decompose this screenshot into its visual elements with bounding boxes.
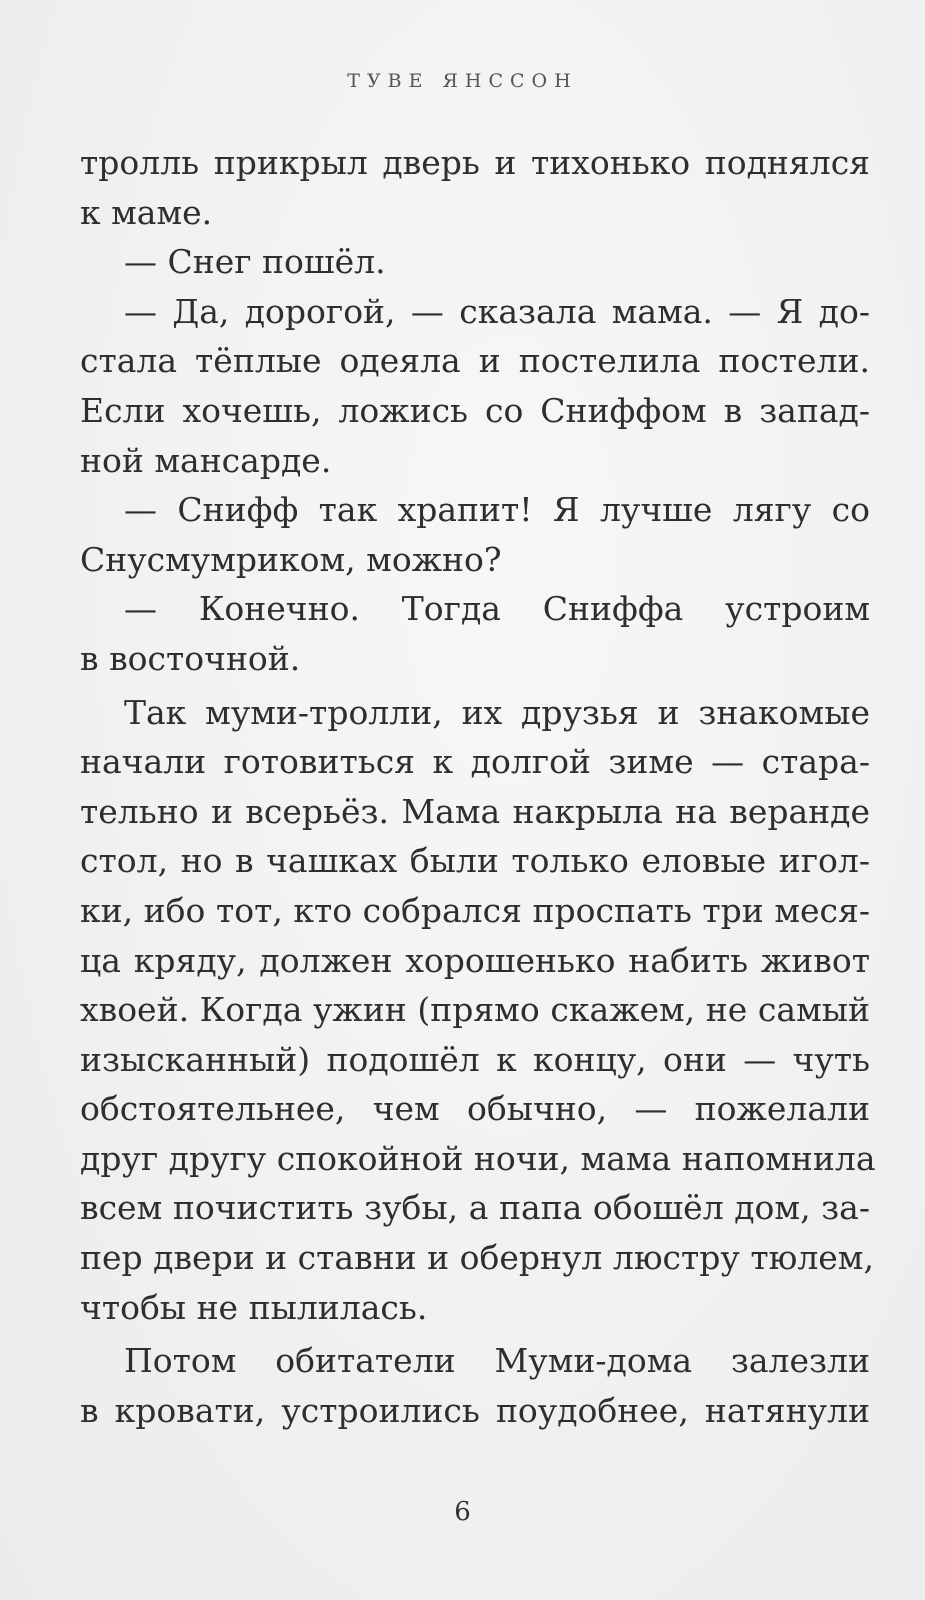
text-line: Потом обитатели Муми-дома залезли <box>124 1341 870 1381</box>
text-line: друг другу спокойной ночи, мама напомнила <box>80 1138 876 1178</box>
text-line: тролль прикрыл дверь и тихонько поднялся <box>80 143 870 182</box>
text-line: в восточной. <box>80 638 301 678</box>
text-line: — Да, дорогой, — сказала мама. — Я до- <box>124 291 870 331</box>
text-line: всем почистить зубы, а папа обошёл дом, за- <box>80 1188 870 1228</box>
text-line: — Конечно. Тогда Сниффа устроим <box>124 589 870 629</box>
text-line: ной мансарде. <box>80 440 332 480</box>
text-line: Если хочешь, ложись со Сниффом в запад- <box>80 390 870 430</box>
text-line: стол, но в чашках были только еловые игол- <box>80 841 870 881</box>
text-line: ца кряду, должен хорошенько набить живот <box>80 940 870 980</box>
text-line: тельно и всерьёз. Мама накрыла на веранде <box>80 791 870 831</box>
text-line: ки, ибо тот, кто собрался проспать три меся- <box>80 890 870 930</box>
text-line: — Снифф так храпит! Я лучше лягу со <box>124 490 870 530</box>
text-line: начали готовиться к долгой зиме — стара- <box>80 742 870 782</box>
text-line: обстоятельнее, чем обычно, — пожелали <box>80 1089 870 1129</box>
text-line: пер двери и ставни и обернул люстру тюлем, <box>80 1238 874 1278</box>
running-header: ТУВЕ ЯНССОН <box>347 70 578 92</box>
text-line: чтобы не пылилась. <box>80 1287 428 1327</box>
text-line: к маме. <box>80 192 213 232</box>
text-line: стала тёплые одеяла и постелила постели. <box>80 341 870 381</box>
text-line: — Снег пошёл. <box>124 242 386 282</box>
text-line: изысканный) подошёл к концу, они — чуть <box>80 1039 870 1079</box>
page-number: 6 <box>454 1497 471 1527</box>
text-line: в кровати, устроились поудобнее, натянули <box>80 1390 870 1430</box>
body-text <box>80 138 876 1435</box>
text-line: Так муми-тролли, их друзья и знакомые <box>124 692 870 732</box>
text-line: хвоей. Когда ужин (прямо скажем, не самый <box>80 990 870 1030</box>
text-line: Снусмумриком, можно? <box>80 539 502 579</box>
